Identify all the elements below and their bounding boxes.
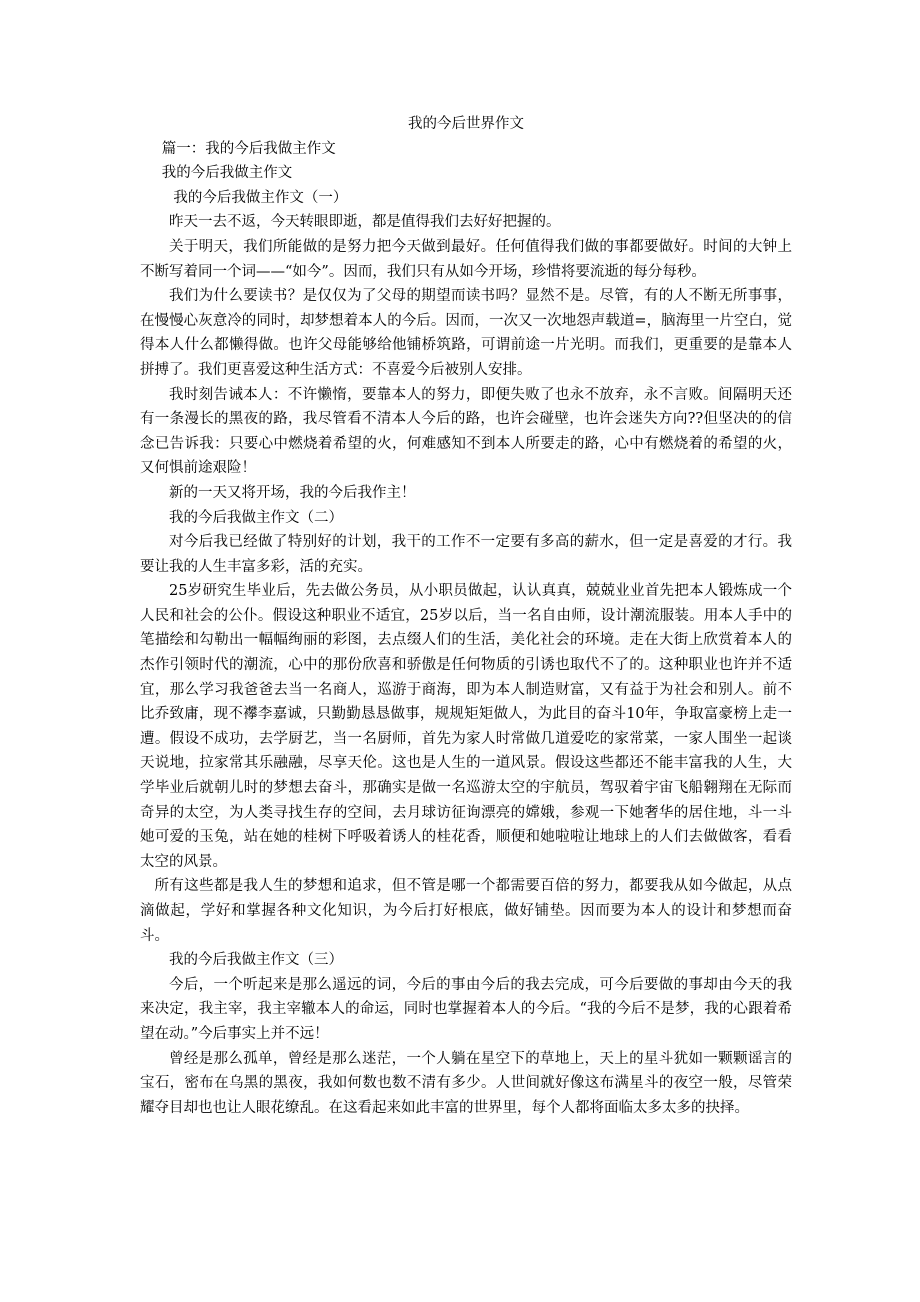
- essay-2-paragraph: 对今后我已经做了特别好的计划，我干的工作不一定要有多高的薪水，但一定是喜爱的才行。我要让我的人生丰富多彩，活的充实。: [140, 534, 792, 575]
- essay-2-paragraph: 所有这些都是我人生的梦想和追求，但不管是哪一个都需要百倍的努力，都要我从如今做起，从点滴做起，学好和掌握各种文化知识，为今后打好根底，做好铺垫。因而要为本人的设计和梦想而奋斗。: [140, 878, 792, 944]
- essay-1-paragraph: 新的一天又将开场，我的今后我作主！: [169, 484, 416, 501]
- essay-2-heading: 我的今后我做主作文（二）: [169, 509, 343, 526]
- essay-3-heading: 我的今后我做主作文（三）: [169, 952, 343, 969]
- essay-1-heading: 我的今后我做主作文（一）: [173, 189, 348, 206]
- section-heading: 篇一：我的今后我做主作文: [161, 140, 336, 157]
- essay-1-paragraph: 昨天一去不返，今天转眼即逝，都是值得我们去好好把握的。: [169, 214, 561, 231]
- essay-1-paragraph: 我时刻告诫本人：不许懒惰，要靠本人的努力，即便失败了也永不放弃，永不言败。间隔明天还有一条漫长的黑夜的路，我尽管看不清本人今后的路，也许会碰壁，也许会迷失方向??但坚决的的信念已告诉我：只要心中燃烧着希望的火，何难感知不到本人所要走的路，心中有燃烧着的希望的火，又何惧前途艰险！: [140, 386, 792, 477]
- document-title: 我的今后世界作文: [408, 116, 524, 132]
- essay-3-paragraph: 曾经是那么孤单，曾经是那么迷茫，一个人躺在星空下的草地上，天上的星斗犹如一颗颗谣言的宝石，密布在乌黑的黑夜，我如何数也数不清有多少。人世间就好像这布满星斗的夜空一般，尽管荣耀夺目却也也让人眼花缭乱。在这看起来如此丰富的世界里，每个人都将面临太多太多的抉择。: [140, 1050, 792, 1116]
- document-body: [140, 112, 792, 1120]
- section-subheading: 我的今后我做主作文: [161, 165, 293, 182]
- essay-1-paragraph: 关于明天，我们所能做的是努力把今天做到最好。任何值得我们做的事都要做好。时间的大钟上不断写着同一个词——“如今”。因而，我们只有从如今开场，珍惜将要流逝的每分每秒。: [140, 238, 792, 280]
- essay-1-paragraph: 我们为什么要读书？是仅仅为了父母的期望而读书吗？显然不是。尽管，有的人不断无所事事，在慢慢心灰意冷的同时，却梦想着本人的今后。因而，一次又一次地怨声载道=，脑海里一片空白，觉得本人什么都懒得做。也许父母能够给他铺桥筑路，可谓前途一片光明。而我们，更重要的是靠本人拼搏了。我们更喜爱这种生活方式：不喜爱今后被别人安排。: [140, 288, 792, 378]
- essay-3-paragraph: 今后，一个听起来是那么遥远的词，今后的事由今后的我去完成，可今后要做的事却由今天的我来决定，我主宰，我主宰辙本人的命运，同时也掌握着本人的今后。“我的今后不是梦，我的心跟着希望在动。”今后事实上并不远！: [140, 976, 792, 1042]
- essay-2-paragraph: 25岁研究生毕业后，先去做公务员，从小职员做起，认认真真，兢兢业业首先把本人锻炼成一个人民和社会的公仆。假设这种职业不适宜，25岁以后，当一名自由师，设计潮流服装。用本人手中的笔描绘和勾勒出一幅幅绚丽的彩图，去点缀人们的生活，美化社会的环境。走在大街上欣赏着本人的杰作引领时代的潮流，心中的那份欣喜和骄傲是任何物质的引诱也取代不了的。这种职业也许并不适宜，那么学习我爸爸去当一名商人，巡游于商海，即为本人制造财富，又有益于为社会和别人。前不比乔致庸，现不襻李嘉诚，只勤勤恳恳做事，规规矩矩做人，为此目的奋斗10年，争取富豪榜上走一遭。假设不成功，去学厨艺，当一名厨师，首先为家人时常做几道爱吃的家常菜，一家人围坐一起谈天说地，拉家常其乐融融，尽享天伦。这也是人生的一道风景。假设这些都还不能丰富我的人生，大学毕业后就朝儿时的梦想去奋斗，那确实是做一名巡游太空的宇航员，驾驭着宇宙飞船翱翔在无际而奇异的太空，为人类寻找生存的空间，去月球访征询漂亮的嫦娥，参观一下她奢华的居住地，斗一斗她可爱的玉兔，站在她的桂树下呼吸着诱人的桂花香，顺便和她啦啦让地球上的人们去做做客，看看太空的风景。: [140, 583, 792, 870]
